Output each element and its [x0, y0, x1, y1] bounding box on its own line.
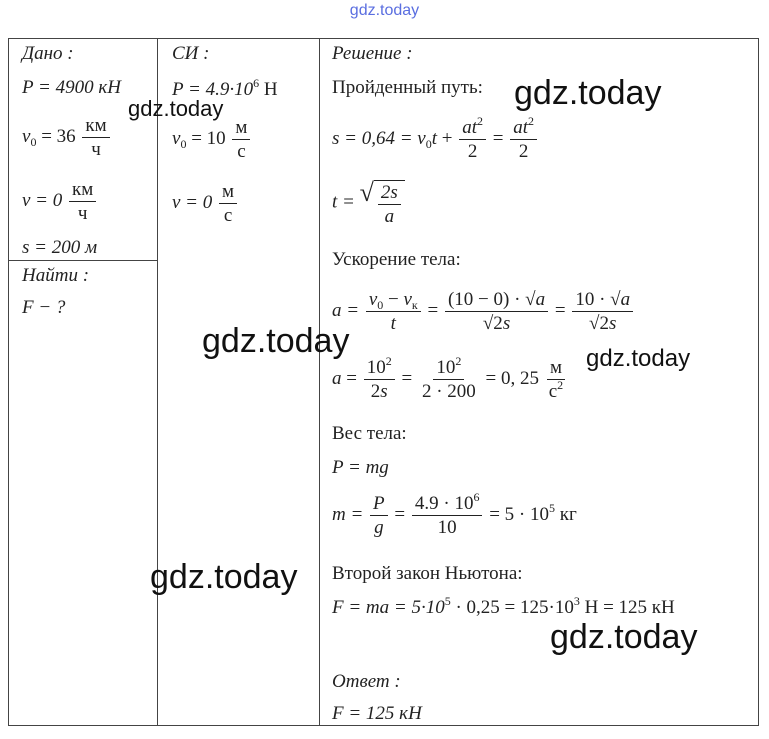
given-distance: s = 200 м: [22, 237, 98, 258]
column-divider-2: [319, 38, 320, 726]
given-header: Дано :: [22, 43, 74, 64]
equation-acceleration-2: a = $\frac{10^2}{2s}$ = $\frac{10^2}{2 \cdot 200}$ = 0, 25 $\frac{м}{с^2}$: [332, 354, 564, 402]
answer-header: Ответ :: [332, 671, 401, 692]
given-power: P = 4900 кН: [22, 77, 121, 98]
equation-distance: $s = 0,64 = v_0t$ + $\frac{at^2}{2}$ = $\frac{at^2}{2}$: [332, 118, 539, 161]
equation-time: t = √ $\frac{2s}{a}$: [332, 180, 405, 226]
watermark: gdz.today: [150, 558, 298, 596]
watermark: gdz.today: [550, 618, 698, 656]
si-initial-speed: $v_0 = 10$ $\frac{м}{с}$: [172, 118, 252, 161]
given-final-speed: v = 0 $\frac{км}{ч}$: [22, 180, 98, 223]
si-power: $P = 4.9\cdot 10^6$ Н: [172, 76, 278, 100]
find-header: Найти :: [22, 265, 90, 286]
answer-value: F = 125 кН: [332, 703, 422, 724]
equation-weight: P = mg: [332, 457, 389, 478]
newton-label: Второй закон Ньютона:: [332, 563, 523, 584]
path-label: Пройденный путь:: [332, 77, 483, 98]
watermark: gdz.today: [128, 96, 224, 121]
equation-mass: m = $\frac{P}{g}$ = $\frac{4.9 \cdot 10^6}{10}$ = $5 \cdot 10^5$ кг: [332, 490, 577, 538]
acceleration-label: Ускорение тела:: [332, 249, 461, 270]
si-header: СИ :: [172, 43, 210, 64]
equation-force: F = ma = $5\cdot 10^5 \cdot 0,25 = 125\cdot 10^3$ Н = 125 кН: [332, 594, 675, 618]
given-initial-speed: $v_0 = 36$ $\frac{км}{ч}$: [22, 116, 112, 159]
watermark-top: gdz.today: [349, 2, 420, 19]
equation-acceleration-1: a = $\frac{v_0 - v_к}{t}$ = $\frac{(10 - 0) \cdot √a}{√2s}$ = $\frac{10 \cdot √a}{√2s}$: [332, 290, 635, 333]
weight-label: Вес тела:: [332, 423, 407, 444]
solution-header: Решение :: [332, 43, 413, 64]
column-divider-1: [157, 38, 158, 726]
watermark: gdz.today: [202, 322, 350, 360]
find-item: F − ?: [22, 297, 66, 318]
given-find-divider: [8, 260, 158, 261]
si-final-speed: v = 0 $\frac{м}{с}$: [172, 182, 239, 225]
watermark: gdz.today: [586, 345, 691, 372]
watermark: gdz.today: [514, 74, 662, 112]
